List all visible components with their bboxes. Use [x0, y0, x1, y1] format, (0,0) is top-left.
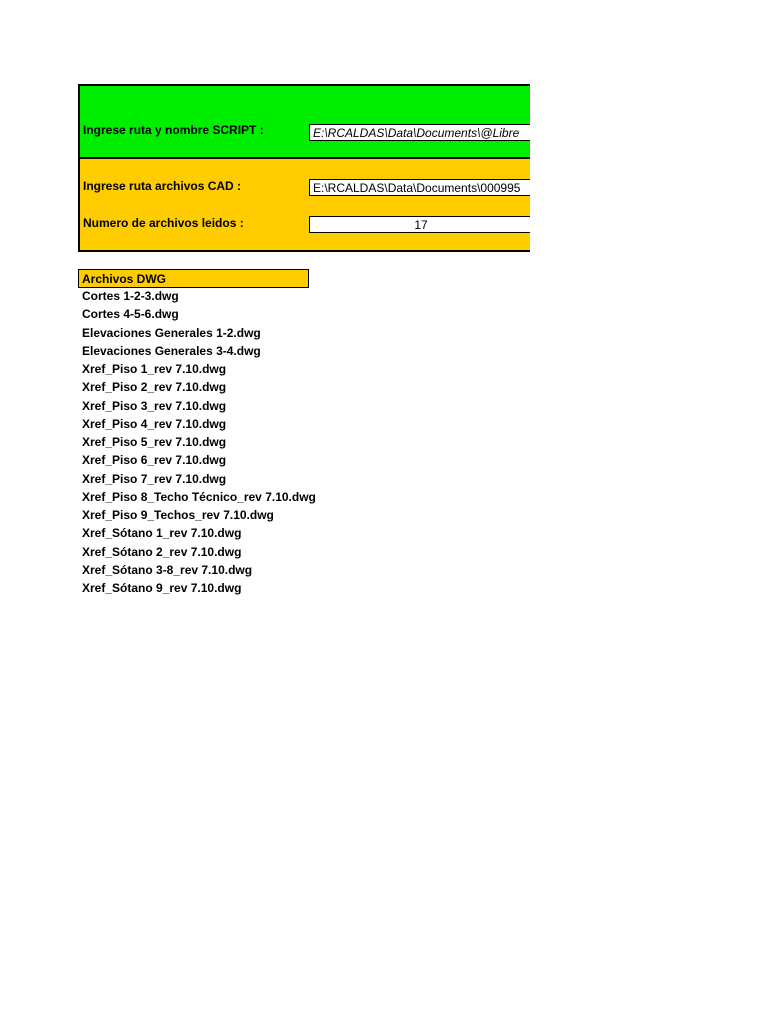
dwg-files-header: Archivos DWG [78, 269, 309, 288]
list-item[interactable]: Elevaciones Generales 1-2.dwg [82, 325, 261, 340]
list-item[interactable]: Xref_Piso 1_rev 7.10.dwg [82, 362, 227, 376]
list-item[interactable]: Xref_Piso 4_rev 7.10.dwg [82, 416, 227, 431]
list-item[interactable]: Xref_Piso 9_Techos_rev 7.10.dwg [82, 508, 274, 522]
cad-section [80, 159, 530, 252]
list-item[interactable]: Xref_Sótano 3-8_rev 7.10.dwg [82, 562, 253, 577]
dwg-file-list [82, 287, 316, 597]
list-item[interactable]: Xref_Sótano 1_rev 7.10.dwg [82, 526, 242, 541]
script-path-label: Ingrese ruta y nombre SCRIPT : [83, 123, 264, 137]
cad-path-label: Ingrese ruta archivos CAD : [83, 179, 242, 193]
file-count-value[interactable]: 17 [309, 216, 530, 233]
file-count-label: Numero de archivos leidos : [83, 216, 244, 230]
list-item[interactable]: Xref_Sótano 2_rev 7.10.dwg [82, 544, 242, 559]
list-item[interactable]: Cortes 4-5-6.dwg [82, 307, 179, 322]
list-item[interactable]: Xref_Piso 7_rev 7.10.dwg [82, 471, 227, 486]
list-item[interactable]: Xref_Piso 6_rev 7.10.dwg [82, 453, 227, 468]
list-item[interactable]: Xref_Piso 2_rev 7.10.dwg [82, 380, 227, 395]
script-path-field[interactable]: E:\RCALDAS\Data\Documents\@Libre [309, 124, 530, 141]
list-item[interactable]: Xref_Piso 3_rev 7.10.dwg [82, 398, 227, 413]
cad-path-field[interactable]: E:\RCALDAS\Data\Documents\000995 [309, 179, 530, 196]
list-item[interactable]: Xref_Sótano 9_rev 7.10.dwg [82, 581, 242, 595]
config-panel [78, 84, 530, 252]
list-item[interactable]: Xref_Piso 5_rev 7.10.dwg [82, 435, 227, 449]
list-item[interactable]: Cortes 1-2-3.dwg [82, 289, 179, 303]
list-item[interactable]: Xref_Piso 8_Techo Técnico_rev 7.10.dwg [82, 489, 316, 504]
list-item[interactable]: Elevaciones Generales 3-4.dwg [82, 343, 261, 358]
script-section [80, 86, 530, 159]
